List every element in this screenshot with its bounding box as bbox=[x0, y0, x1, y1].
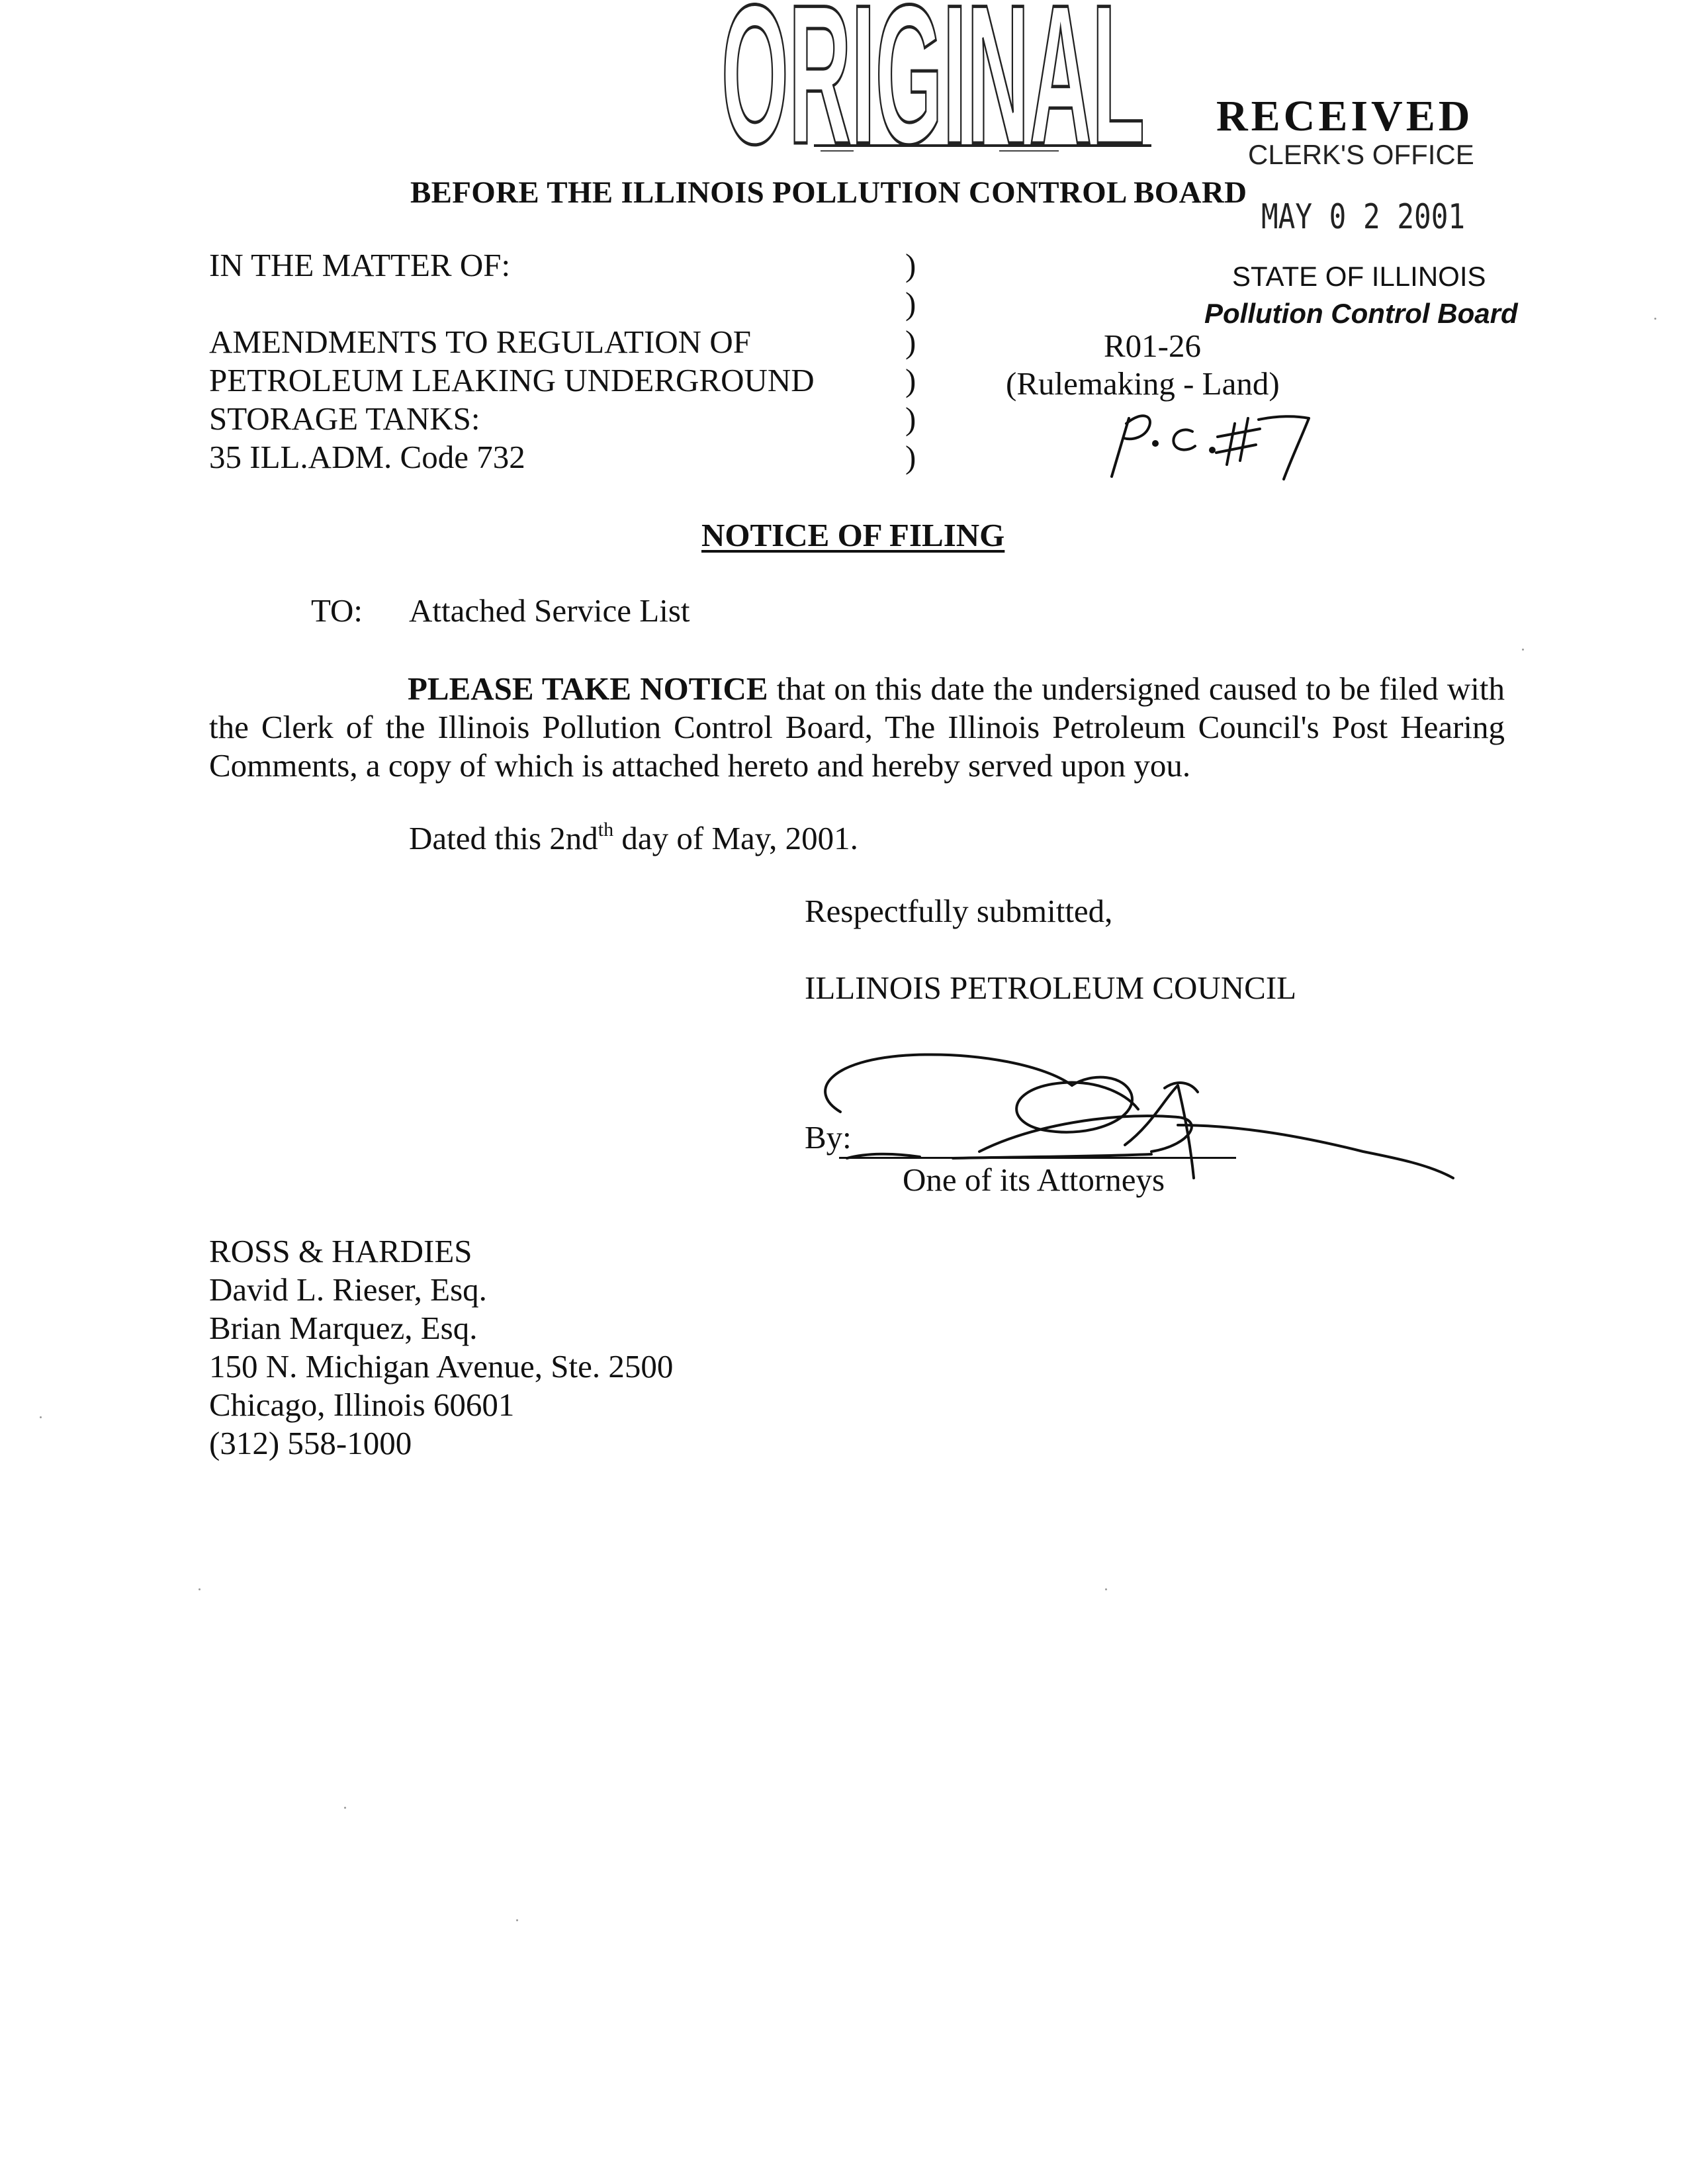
caption-paren: ) bbox=[905, 400, 916, 437]
firm-line: David L. Rieser, Esq. bbox=[209, 1271, 487, 1308]
caption-paren: ) bbox=[905, 439, 916, 475]
scan-speck bbox=[1522, 649, 1524, 651]
notice-title: NOTICE OF FILING bbox=[701, 517, 1005, 553]
notice-text: that on this date the undersigned caused to be filed with the Clerk of the Illinois Pollution Control Board, The Illinois Petroleum Council's Post Hearing Comments, a copy of which is attached hereto and hereby served upon you. bbox=[209, 670, 1505, 784]
firm-line: ROSS & HARDIES bbox=[209, 1233, 472, 1269]
caption-paren: ) bbox=[905, 362, 916, 398]
svg-text:ORIGINAL: ORIGINAL bbox=[721, 0, 1145, 171]
received-stamp-state: STATE OF ILLINOIS bbox=[1232, 261, 1486, 292]
closing: Respectfully submitted, bbox=[805, 893, 1113, 929]
case-number: R01-26 bbox=[1104, 328, 1201, 364]
scan-speck bbox=[1654, 318, 1656, 320]
received-stamp-board: Pollution Control Board bbox=[1204, 298, 1518, 329]
caption-paren: ) bbox=[905, 285, 916, 322]
caption-subject-line: AMENDMENTS TO REGULATION OF bbox=[209, 324, 751, 360]
dated-superscript: th bbox=[598, 819, 614, 841]
attorney-caption: One of its Attorneys bbox=[903, 1161, 1165, 1198]
firm-address bbox=[209, 1232, 673, 1463]
document-heading: BEFORE THE ILLINOIS POLLUTION CONTROL BOARD bbox=[410, 175, 1247, 210]
matter-label: IN THE MATTER OF: bbox=[209, 247, 511, 283]
by-label: By: bbox=[805, 1119, 852, 1156]
received-stamp-title: RECEIVED bbox=[1216, 92, 1474, 140]
dated-prefix: Dated this 2nd bbox=[409, 820, 598, 856]
caption-paren: ) bbox=[905, 324, 916, 360]
dated-line bbox=[409, 819, 858, 857]
original-stamp bbox=[715, 0, 1151, 171]
caption-subject bbox=[209, 323, 815, 477]
scan-speck bbox=[516, 1919, 518, 1921]
caption-subject-line: STORAGE TANKS: bbox=[209, 400, 480, 437]
dated-suffix: day of May, 2001. bbox=[613, 820, 858, 856]
caption-subject-line: 35 ILL.ADM. Code 732 bbox=[209, 439, 525, 475]
scan-speck bbox=[1105, 1588, 1107, 1590]
scan-speck bbox=[40, 1416, 42, 1418]
firm-line: 150 N. Michigan Avenue, Ste. 2500 bbox=[209, 1348, 674, 1385]
firm-line: Chicago, Illinois 60601 bbox=[209, 1387, 515, 1423]
caption-subject-line: PETROLEUM LEAKING UNDERGROUND bbox=[209, 362, 815, 398]
handwritten-pc-note bbox=[1085, 404, 1323, 483]
received-stamp-date: MAY 0 2 2001 bbox=[1261, 197, 1466, 237]
to-value: Attached Service List bbox=[409, 592, 690, 629]
to-label: TO: bbox=[311, 592, 363, 629]
firm-line: Brian Marquez, Esq. bbox=[209, 1310, 478, 1346]
notice-body bbox=[209, 670, 1505, 785]
council-name: ILLINOIS PETROLEUM COUNCIL bbox=[805, 970, 1297, 1006]
scan-speck bbox=[344, 1807, 346, 1809]
scan-speck bbox=[199, 1588, 201, 1590]
notice-lead: PLEASE TAKE NOTICE bbox=[408, 670, 768, 707]
received-stamp-office: CLERK'S OFFICE bbox=[1248, 139, 1474, 170]
caption-paren: ) bbox=[905, 247, 916, 283]
firm-line: (312) 558-1000 bbox=[209, 1425, 412, 1461]
case-type: (Rulemaking - Land) bbox=[1006, 365, 1280, 402]
